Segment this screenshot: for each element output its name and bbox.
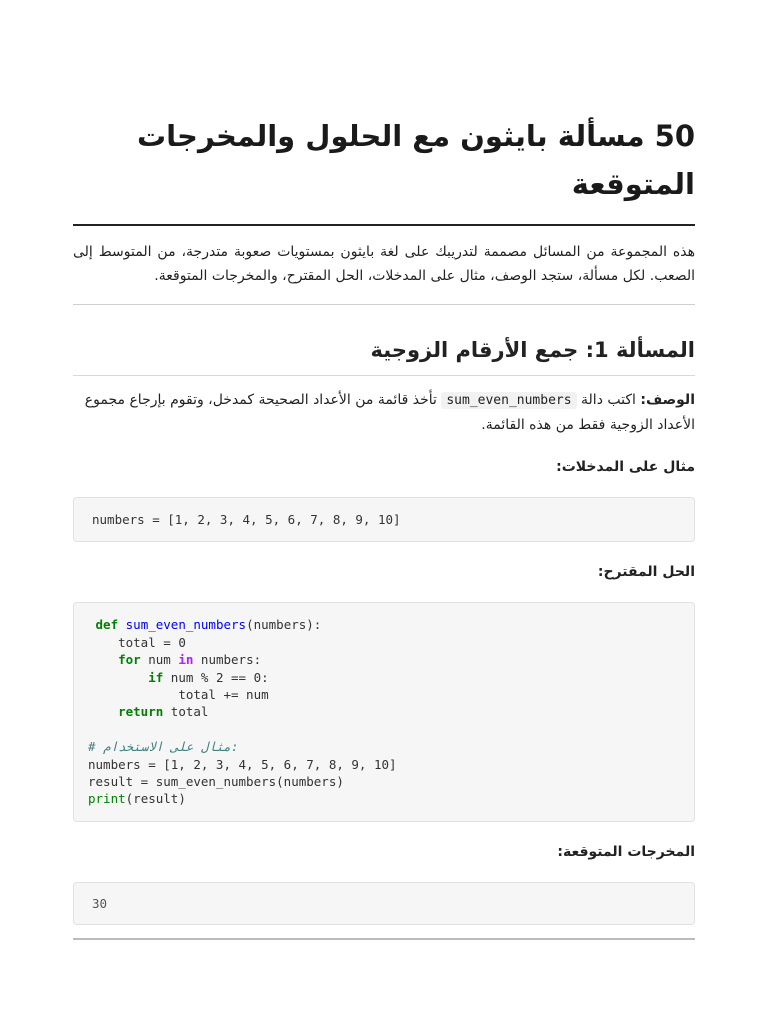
problem-1-section — [73, 335, 695, 940]
code-for-var: num — [140, 652, 179, 668]
output-code-block — [73, 882, 695, 925]
problem-1-description — [73, 388, 695, 437]
code-keyword-in: in — [178, 652, 194, 668]
input-code: numbers = [1, 2, 3, 4, 5, 6, 7, 8, 9, 10] — [92, 512, 401, 527]
input-code-block — [73, 497, 695, 542]
intro-divider — [73, 304, 695, 305]
input-example-label: مثال على المدخلات: — [556, 459, 695, 475]
solution-label: الحل المقترح: — [597, 564, 695, 581]
code-return-value: total — [163, 704, 209, 720]
section-divider — [73, 938, 695, 940]
code-print-arg: (result) — [125, 791, 186, 807]
code-if-condition: num % 2 == 0: — [163, 669, 269, 685]
code-keyword-if: if — [148, 669, 164, 685]
description-label: الوصف: — [640, 392, 695, 408]
code-line-accumulate: total += num — [178, 687, 269, 703]
page-title: 50 مسألة بايثون مع الحلول والمخرجات المتوقعة — [137, 119, 695, 201]
function-name-code: sum_even_numbers — [441, 392, 576, 409]
code-line-result: result = sum_even_numbers(numbers) — [88, 774, 344, 790]
problem-1-heading: المسألة 1: جمع الأرقام الزوجية — [73, 335, 695, 376]
intro-paragraph: هذه المجموعة من المسائل مصممة لتدريبك على لغة بايثون بمستويات صعوبة متدرجة، من المتوسط إلى الصعب. لكل مسألة، ستجد الوصف، مثال على المدخلات، الحل المقترح، والمخرجات المتوقعة. — [73, 244, 695, 284]
output-code: 30 — [92, 895, 108, 911]
description-text-after: تأخذ قائمة من الأعداد الصحيحة كمدخل، وتقوم بإرجاع مجموع الأعداد الزوجية فقط من هذه القائمة. — [84, 392, 695, 433]
code-line-total: total = 0 — [118, 634, 186, 650]
code-comment: # مثال على الاستخدام: — [88, 739, 239, 755]
expected-output-label: المخرجات المتوقعة: — [557, 843, 695, 860]
document — [73, 0, 695, 940]
code-builtin-print: print — [88, 791, 126, 807]
code-params: (numbers): — [246, 617, 322, 633]
code-for-iter: numbers: — [193, 652, 262, 668]
code-line-numbers: numbers = [1, 2, 3, 4, 5, 6, 7, 8, 9, 10] — [88, 756, 397, 772]
solution-code-block — [73, 602, 695, 821]
title-divider — [73, 224, 695, 226]
code-keyword-def: def — [95, 617, 119, 633]
description-text-before: اكتب دالة — [576, 392, 641, 408]
code-keyword-for: for — [118, 652, 141, 668]
code-function-name: sum_even_numbers — [125, 617, 247, 633]
code-keyword-return: return — [118, 704, 164, 720]
